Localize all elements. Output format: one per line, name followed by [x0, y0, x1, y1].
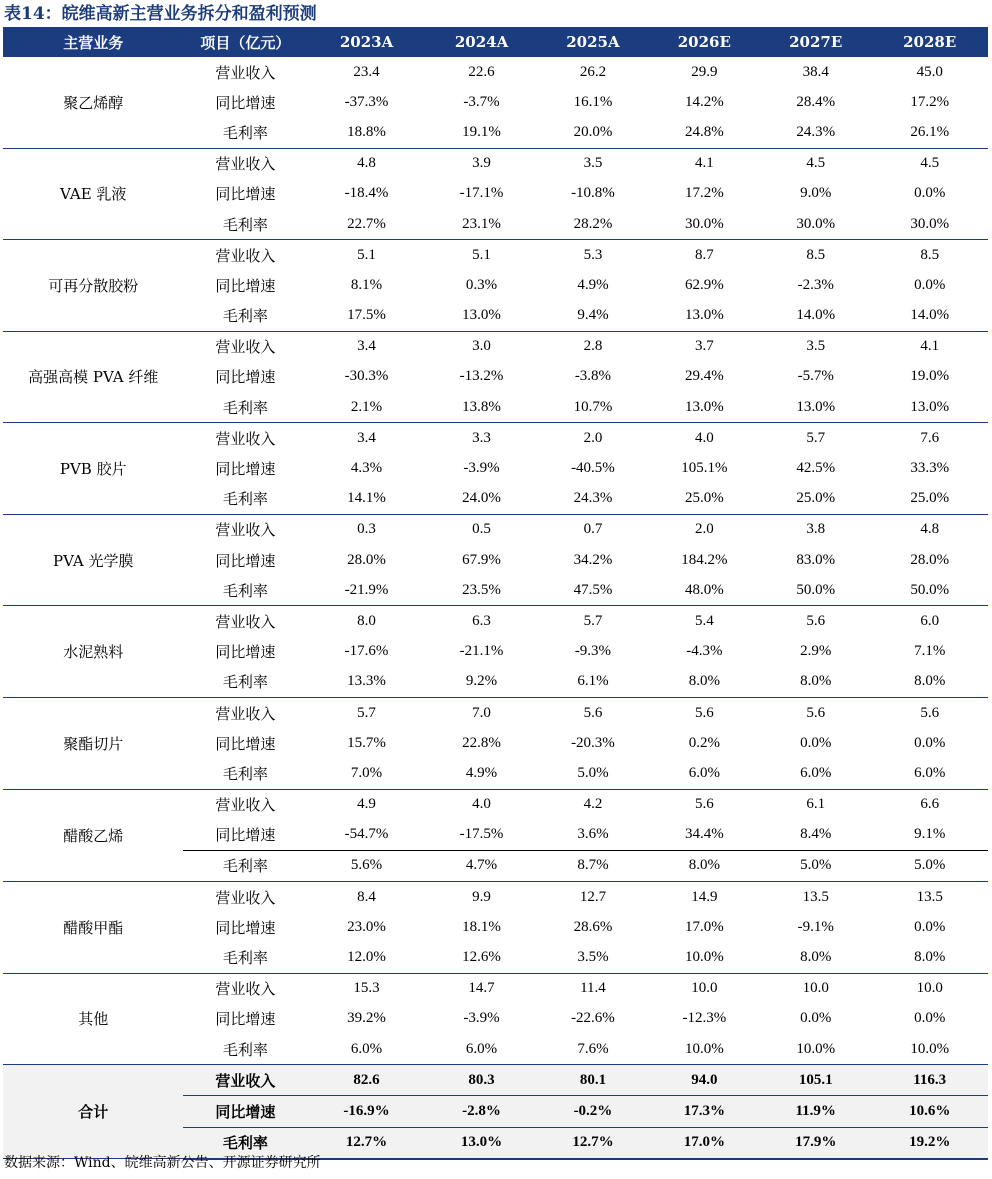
item-label: 毛利率 [183, 575, 307, 606]
value-cell: 2.8 [583, 338, 603, 355]
value-cell: 28.4% [796, 93, 836, 110]
business-name: 可再分散胶粉 [3, 240, 183, 332]
value-cell: 80.1 [537, 1065, 648, 1096]
item-label: 同比增速 [183, 1096, 307, 1127]
value-cell: 9.2% [426, 667, 537, 698]
value-cell: 13.0% [649, 392, 760, 423]
value-cell: 28.2% [537, 209, 648, 240]
value-cell: -3.8% [574, 368, 612, 385]
value-cell: 13.5 [916, 888, 943, 905]
value-cell: 3.6% [577, 826, 609, 843]
value-cell: 3.5 [806, 338, 826, 355]
value-cell: 29.9 [691, 63, 718, 80]
value-cell: 10.7% [537, 392, 648, 423]
value-cell: 6.0% [760, 758, 871, 789]
value-cell: 8.0 [357, 612, 376, 629]
value-cell: 4.5 [806, 155, 826, 172]
value-cell: 28.0% [910, 551, 950, 568]
value-cell: 4.0 [472, 796, 491, 813]
business-name: 醋酸乙烯 [3, 789, 183, 882]
table-row [3, 57, 988, 87]
value-cell: 9.1% [914, 826, 946, 843]
value-cell: -17.1% [459, 185, 504, 202]
value-cell: 25.0% [649, 484, 760, 515]
value-cell: 8.0% [649, 850, 760, 881]
value-cell: -22.6% [571, 1010, 615, 1027]
value-cell: 0.0% [914, 734, 946, 751]
value-cell: 19.0% [910, 368, 950, 385]
value-cell: 20.0% [537, 117, 648, 148]
value-cell: 3.9 [472, 155, 491, 172]
value-cell: 28.0% [347, 551, 386, 568]
value-cell: 11.4 [580, 980, 606, 997]
value-cell: 50.0% [760, 575, 871, 606]
value-cell: 184.2% [681, 551, 728, 568]
value-cell: 6.3 [472, 612, 491, 629]
value-cell: 23.5% [426, 575, 537, 606]
value-cell: 14.0% [760, 301, 871, 332]
value-cell: -20.3% [571, 734, 615, 751]
value-cell: 8.0% [760, 942, 871, 973]
value-cell: 48.0% [649, 575, 760, 606]
source-note: 数据来源：Wind、皖维高新公告、开源证券研究所 [4, 1155, 321, 1171]
value-cell: 5.0% [871, 850, 988, 881]
header-cell: 2026E [649, 27, 760, 57]
value-cell: 13.5 [802, 888, 829, 905]
value-cell: -13.2% [459, 368, 504, 385]
value-cell: 30.0% [760, 209, 871, 240]
value-cell: 4.2 [583, 796, 603, 813]
value-cell: 6.1 [806, 796, 826, 813]
value-cell: 2.1% [307, 392, 426, 423]
header-cell: 主营业务 [3, 27, 183, 57]
value-cell: -16.9% [307, 1096, 426, 1127]
value-cell: 8.0% [871, 942, 988, 973]
value-cell: 5.6 [583, 704, 603, 721]
value-cell: -12.3% [682, 1010, 727, 1027]
value-cell: 9.9 [472, 888, 491, 905]
value-cell: 12.7 [579, 888, 607, 905]
header-cell: 2028E [871, 27, 988, 57]
value-cell: 17.2% [910, 93, 950, 110]
value-cell: 17.3% [649, 1096, 760, 1127]
table-row [3, 514, 988, 545]
business-name: VAE 乳液 [3, 148, 183, 240]
value-cell: 3.4 [357, 429, 376, 446]
value-cell: 17.0% [684, 918, 724, 935]
business-forecast-table [3, 27, 988, 1160]
value-cell: 15.3 [353, 980, 380, 997]
value-cell: 29.4% [684, 368, 724, 385]
value-cell: -4.3% [686, 643, 723, 660]
value-cell: 10.0 [916, 980, 943, 997]
value-cell: 10.0 [691, 980, 718, 997]
value-cell: 34.2% [573, 551, 613, 568]
table-row [3, 148, 988, 179]
header-row [3, 27, 988, 57]
item-label: 同比增速 [215, 643, 276, 662]
value-cell: -3.7% [463, 93, 500, 110]
item-label: 同比增速 [215, 93, 276, 112]
value-cell: 24.0% [426, 484, 537, 515]
value-cell: 4.7% [426, 850, 537, 881]
item-label: 毛利率 [183, 758, 307, 789]
value-cell: 4.8 [357, 155, 376, 172]
value-cell: -9.3% [574, 643, 612, 660]
value-cell: 12.7% [307, 1127, 426, 1159]
value-cell: 25.0% [760, 484, 871, 515]
item-label: 同比增速 [215, 460, 276, 479]
value-cell: 3.3 [472, 429, 491, 446]
value-cell: 5.7 [357, 704, 376, 721]
value-cell: 13.0% [760, 392, 871, 423]
header-cell: 2024A [426, 27, 537, 57]
header-cell: 项目（亿元） [183, 27, 307, 57]
value-cell: 5.4 [694, 612, 714, 629]
value-cell: 13.0% [871, 392, 988, 423]
item-label: 毛利率 [183, 301, 307, 332]
business-name: 聚乙烯醇 [3, 57, 183, 148]
value-cell: 5.1 [472, 246, 491, 263]
value-cell: 5.0% [760, 850, 871, 881]
value-cell: 8.4 [357, 888, 376, 905]
value-cell: -10.8% [571, 185, 615, 202]
value-cell: 0.0% [800, 734, 832, 751]
value-cell: 8.0% [871, 667, 988, 698]
item-label: 同比增速 [215, 918, 276, 937]
business-name: PVB 胶片 [3, 423, 183, 515]
value-cell: 2.0 [583, 429, 603, 446]
value-cell: 23.0% [347, 918, 386, 935]
table-row [3, 882, 988, 913]
value-cell: 4.5 [920, 155, 940, 172]
value-cell: 14.7 [468, 980, 495, 997]
value-cell: 24.8% [649, 117, 760, 148]
value-cell: 10.0% [649, 1034, 760, 1065]
value-cell: 4.1 [694, 155, 714, 172]
business-name: 聚酯切片 [3, 697, 183, 789]
item-label: 营业收入 [215, 155, 276, 174]
value-cell: 0.5 [472, 521, 491, 538]
value-cell: 28.6% [573, 918, 613, 935]
value-cell: 24.3% [760, 117, 871, 148]
value-cell: 0.0% [914, 185, 946, 202]
value-cell: 14.0% [871, 301, 988, 332]
table-row [3, 423, 988, 454]
value-cell: 6.1% [537, 667, 648, 698]
value-cell: 4.9% [426, 758, 537, 789]
business-name: PVA 光学膜 [3, 514, 183, 606]
value-cell: 6.6 [920, 796, 940, 813]
value-cell: 5.0% [537, 758, 648, 789]
value-cell: 14.9 [691, 888, 718, 905]
item-label: 毛利率 [183, 117, 307, 148]
value-cell: -30.3% [344, 368, 389, 385]
item-label: 毛利率 [183, 484, 307, 515]
header-cell: 2023A [307, 27, 426, 57]
item-label: 营业收入 [215, 796, 276, 815]
value-cell: 45.0 [916, 63, 943, 80]
value-cell: 4.8 [920, 521, 940, 538]
value-cell: 3.5 [583, 155, 603, 172]
value-cell: 4.0 [694, 429, 714, 446]
value-cell: 12.6% [426, 942, 537, 973]
value-cell: 8.5 [806, 246, 826, 263]
value-cell: 6.0 [920, 612, 940, 629]
table-row [3, 973, 988, 1004]
value-cell: 10.0% [649, 942, 760, 973]
value-cell: 4.9 [357, 796, 376, 813]
value-cell: -21.1% [459, 643, 504, 660]
item-label: 营业收入 [183, 1065, 307, 1096]
header-cell: 2027E [760, 27, 871, 57]
table-row [3, 697, 988, 728]
value-cell: 82.6 [307, 1065, 426, 1096]
value-cell: 94.0 [649, 1065, 760, 1096]
value-cell: 5.6 [806, 704, 826, 721]
value-cell: -3.9% [463, 1010, 500, 1027]
item-label: 营业收入 [215, 521, 276, 540]
value-cell: 10.0% [871, 1034, 988, 1065]
value-cell: 3.0 [472, 338, 491, 355]
value-cell: 7.6% [537, 1034, 648, 1065]
value-cell: -21.9% [307, 575, 426, 606]
value-cell: 17.5% [307, 301, 426, 332]
value-cell: -2.8% [426, 1096, 537, 1127]
value-cell: 67.9% [462, 551, 501, 568]
value-cell: 2.0 [694, 521, 714, 538]
table-row [3, 240, 988, 271]
total-row [3, 1065, 988, 1096]
value-cell: 22.6 [468, 63, 495, 80]
business-name: 高强高模 PVA 纤维 [3, 331, 183, 423]
value-cell: 42.5% [796, 460, 836, 477]
value-cell: 11.9% [760, 1096, 871, 1127]
value-cell: 10.0% [760, 1034, 871, 1065]
value-cell: 17.9% [760, 1127, 871, 1159]
item-label: 同比增速 [215, 551, 276, 570]
value-cell: 3.4 [357, 338, 376, 355]
value-cell: 0.3 [357, 521, 376, 538]
value-cell: 7.6 [920, 429, 940, 446]
item-label: 毛利率 [183, 1127, 307, 1159]
value-cell: 8.0% [649, 667, 760, 698]
value-cell: 0.3% [465, 276, 498, 293]
value-cell: 10.0 [802, 980, 829, 997]
value-cell: 33.3% [910, 460, 950, 477]
item-label: 毛利率 [183, 667, 307, 698]
value-cell: 83.0% [796, 551, 836, 568]
value-cell: 6.0% [871, 758, 988, 789]
value-cell: 9.4% [537, 301, 648, 332]
value-cell: 0.2% [688, 734, 720, 751]
item-label: 毛利率 [183, 209, 307, 240]
value-cell: 17.2% [684, 185, 724, 202]
item-label: 毛利率 [183, 850, 307, 881]
value-cell: 7.0 [472, 704, 491, 721]
value-cell: 3.5% [537, 942, 648, 973]
table-row [3, 331, 988, 362]
value-cell: 5.7 [806, 429, 826, 446]
value-cell: 105.1% [681, 460, 728, 477]
value-cell: 9.0% [800, 185, 832, 202]
value-cell: -3.9% [463, 460, 500, 477]
item-label: 营业收入 [215, 63, 276, 82]
value-cell: 5.6 [694, 796, 714, 813]
value-cell: 7.1% [914, 643, 946, 660]
business-name: 醋酸甲酯 [3, 882, 183, 974]
value-cell: 5.3 [583, 246, 603, 263]
value-cell: 6.0% [426, 1034, 537, 1065]
value-cell: 18.1% [462, 918, 501, 935]
value-cell: 13.0% [649, 301, 760, 332]
item-label: 同比增速 [215, 734, 276, 753]
value-cell: 47.5% [537, 575, 648, 606]
item-label: 同比增速 [215, 1010, 276, 1029]
value-cell: 0.0% [914, 276, 946, 293]
item-label: 营业收入 [215, 704, 276, 723]
value-cell: 18.8% [307, 117, 426, 148]
value-cell: -54.7% [344, 826, 389, 843]
value-cell: -18.4% [344, 185, 389, 202]
value-cell: 23.4 [353, 63, 380, 80]
value-cell: 15.7% [347, 734, 386, 751]
value-cell: 5.6% [307, 850, 426, 881]
value-cell: 14.2% [684, 93, 724, 110]
value-cell: -9.1% [797, 918, 834, 935]
value-cell: 6.0% [649, 758, 760, 789]
value-cell: 16.1% [573, 93, 613, 110]
value-cell: 39.2% [347, 1010, 386, 1027]
value-cell: -17.6% [344, 643, 389, 660]
item-label: 毛利率 [183, 942, 307, 973]
item-label: 营业收入 [215, 338, 276, 357]
value-cell: 23.1% [426, 209, 537, 240]
item-label: 毛利率 [183, 392, 307, 423]
item-label: 同比增速 [215, 276, 276, 295]
table-title: 表14：皖维高新主营业务拆分和盈利预测 [4, 4, 317, 24]
value-cell: 19.2% [871, 1127, 988, 1159]
value-cell: -2.3% [797, 276, 834, 293]
item-label: 同比增速 [215, 185, 276, 204]
item-label: 同比增速 [215, 368, 276, 387]
business-name: 其他 [3, 973, 183, 1065]
value-cell: 7.0% [307, 758, 426, 789]
item-label: 同比增速 [215, 826, 276, 845]
value-cell: 30.0% [871, 209, 988, 240]
value-cell: 116.3 [871, 1065, 988, 1096]
value-cell: 8.7 [694, 246, 714, 263]
value-cell: 13.8% [426, 392, 537, 423]
value-cell: 4.1 [920, 338, 940, 355]
value-cell: 13.3% [307, 667, 426, 698]
value-cell: 0.0% [914, 1010, 946, 1027]
item-label: 营业收入 [215, 980, 276, 999]
value-cell: 30.0% [649, 209, 760, 240]
value-cell: 4.9% [577, 276, 609, 293]
value-cell: 2.9% [800, 643, 832, 660]
value-cell: 8.5 [920, 246, 940, 263]
value-cell: 0.7 [583, 521, 603, 538]
value-cell: 0.0% [800, 1010, 832, 1027]
value-cell: 62.9% [684, 276, 724, 293]
value-cell: -0.2% [537, 1096, 648, 1127]
value-cell: -40.5% [571, 460, 615, 477]
value-cell: 5.6 [806, 612, 826, 629]
value-cell: 5.7 [583, 612, 603, 629]
value-cell: 22.8% [462, 734, 501, 751]
value-cell: 26.2 [579, 63, 607, 80]
value-cell: 8.4% [800, 826, 832, 843]
value-cell: 13.0% [426, 1127, 537, 1159]
value-cell: 8.1% [350, 276, 383, 293]
value-cell: 5.1 [357, 246, 376, 263]
value-cell: 19.1% [426, 117, 537, 148]
value-cell: 10.6% [871, 1096, 988, 1127]
value-cell: 13.0% [426, 301, 537, 332]
item-label: 毛利率 [183, 1034, 307, 1065]
value-cell: 6.0% [307, 1034, 426, 1065]
value-cell: -5.7% [797, 368, 834, 385]
value-cell: 3.7 [694, 338, 714, 355]
value-cell: 5.6 [920, 704, 940, 721]
value-cell: 8.7% [537, 850, 648, 881]
value-cell: 8.0% [760, 667, 871, 698]
item-label: 营业收入 [215, 246, 276, 265]
business-name: 水泥熟料 [3, 606, 183, 698]
value-cell: 26.1% [871, 117, 988, 148]
header-cell: 2025A [537, 27, 648, 57]
table-row [3, 606, 988, 637]
value-cell: 80.3 [426, 1065, 537, 1096]
value-cell: 17.0% [649, 1127, 760, 1159]
value-cell: 3.8 [806, 521, 826, 538]
value-cell: 14.1% [307, 484, 426, 515]
value-cell: 34.4% [684, 826, 724, 843]
total-label: 合计 [3, 1065, 183, 1159]
value-cell: 4.3% [350, 460, 383, 477]
value-cell: 12.7% [537, 1127, 648, 1159]
value-cell: 25.0% [871, 484, 988, 515]
value-cell: -37.3% [344, 93, 389, 110]
value-cell: 105.1 [760, 1065, 871, 1096]
table-row [3, 789, 988, 820]
value-cell: 50.0% [871, 575, 988, 606]
item-label: 营业收入 [215, 612, 276, 631]
value-cell: 5.6 [694, 704, 714, 721]
value-cell: 22.7% [307, 209, 426, 240]
item-label: 营业收入 [215, 888, 276, 907]
item-label: 营业收入 [215, 429, 276, 448]
value-cell: -17.5% [459, 826, 504, 843]
value-cell: 12.0% [307, 942, 426, 973]
value-cell: 24.3% [537, 484, 648, 515]
value-cell: 38.4 [802, 63, 829, 80]
value-cell: 0.0% [914, 918, 946, 935]
